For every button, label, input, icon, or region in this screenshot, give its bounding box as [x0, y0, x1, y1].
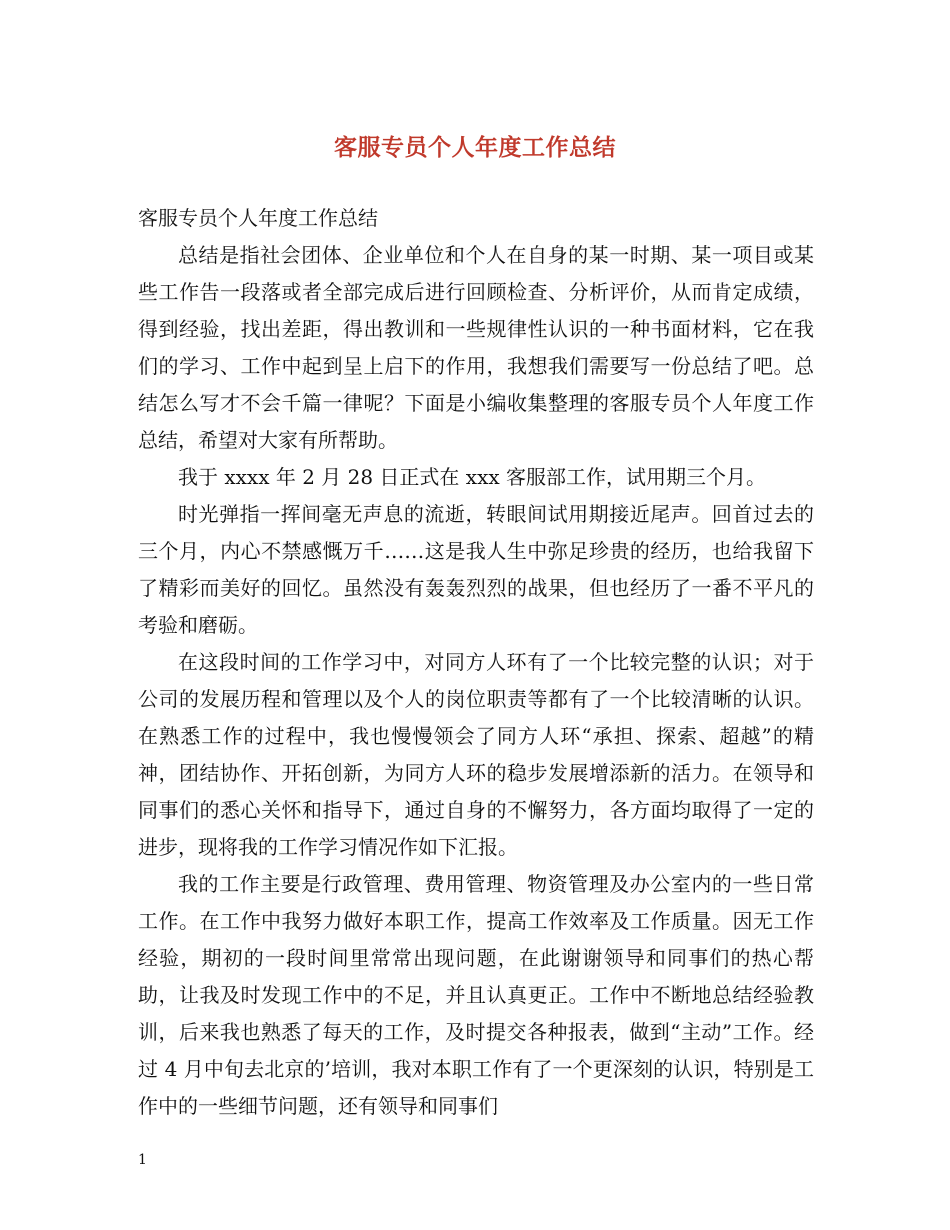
document-body — [138, 200, 814, 1125]
paragraph-job-duties: 我的工作主要是行政管理、费用管理、物资管理及办公室内的一些日常工作。在工作中我努力做好本职工作，提高工作效率及工作质量。因无工作经验，期初的一段时间里常常出现问题，在此谢谢领导和同事们的热心帮助，让我及时发现工作中的不足，并且认真更正。工作中不断地总结经验教训，后来我也熟悉了每天的工作，及时提交各种报表，做到“主动”工作。经过 4 月中旬去北京的’培训，我对本职工作有了一个更深刻的认识，特别是工作中的一些细节问题，还有领导和同事们 — [138, 872, 814, 1118]
paragraph-intro: 总结是指社会团体、企业单位和个人在自身的某一时期、某一项目或某些工作告一段落或者全部完成后进行回顾检查、分析评价，从而肯定成绩，得到经验，找出差距，得出教训和一些规律性认识的一种书面材料，它在我们的学习、工作中起到呈上启下的作用，我想我们需要写一份总结了吧。总结怎么写才不会千篇一律呢？下面是小编收集整理的客服专员个人年度工作总结，希望对大家有所帮助。 — [138, 243, 814, 452]
document-title: 客服专员个人年度工作总结 — [334, 134, 616, 161]
page-number: 1 — [138, 1152, 147, 1168]
paragraph-start-date: 我于 xxxx 年 2 月 28 日正式在 xxx 客服部工作，试用期三个月。 — [178, 465, 766, 489]
document-subtitle: 客服专员个人年度工作总结 — [138, 206, 378, 230]
paragraph-company-understanding: 在这段时间的工作学习中，对同方人环有了一个比较完整的认识；对于公司的发展历程和管理以及个人的岗位职责等都有了一个比较清晰的认识。在熟悉工作的过程中，我也慢慢领会了同方人环“承担、探索、超越”的精神，团结协作、开拓创新，为同方人环的稳步发展增添新的活力。在领导和同事们的悉心关怀和指导下，通过自身的不懈努力，各方面均取得了一定的进步，现将我的工作学习情况作如下汇报。 — [138, 650, 814, 859]
paragraph-reflection: 时光弹指一挥间毫无声息的流逝，转眼间试用期接近尾声。回首过去的三个月，内心不禁感慨万千……这是我人生中弥足珍贵的经历，也给我留下了精彩而美好的回忆。虽然没有轰轰烈烈的战果，但也经历了一番不平凡的考验和磨砺。 — [138, 502, 814, 637]
